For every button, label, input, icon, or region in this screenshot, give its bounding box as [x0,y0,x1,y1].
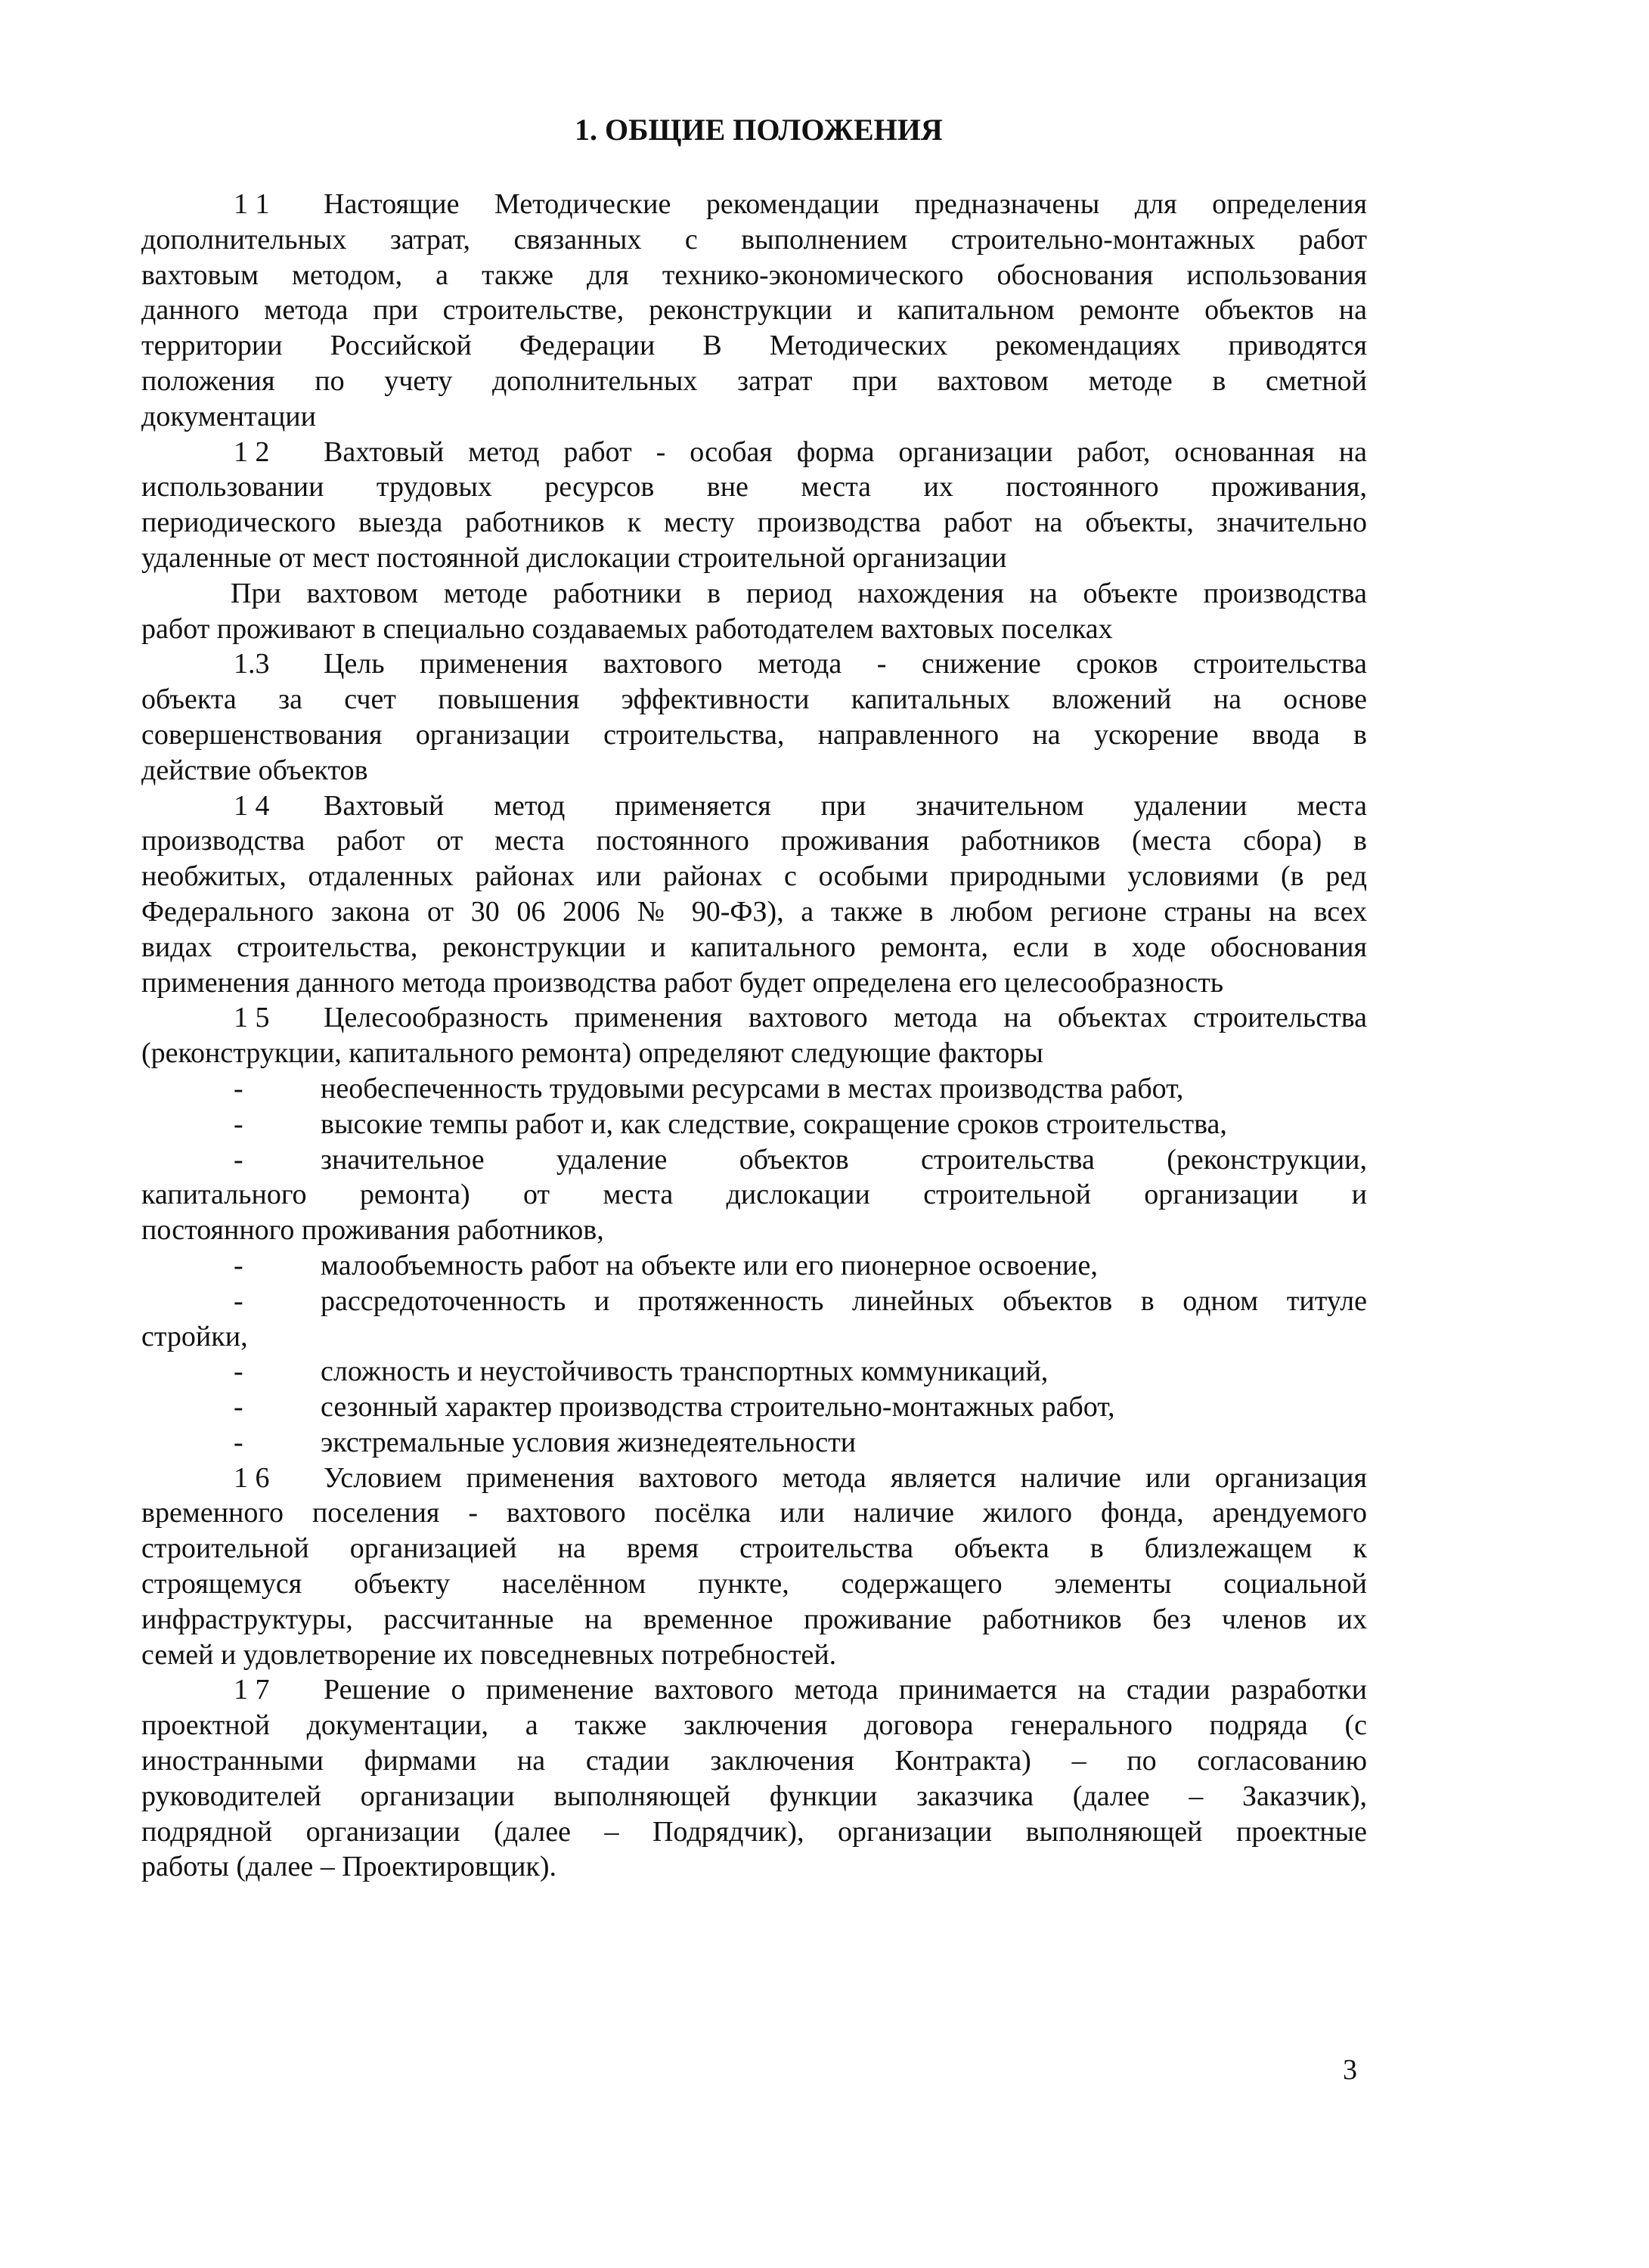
text-line [141,789,1367,824]
text-line [141,328,1367,364]
bullet-item [141,1071,1367,1107]
line-text: Вахтовый метод работ - особая форма организации работ, основанная на [324,435,1367,468]
text-line [141,717,1367,753]
line-text: работ проживают в специально создаваемых работодателем вахтовых поселках [141,612,1113,645]
text-line [141,1637,1367,1673]
paragraph-number: 1.3 [234,648,270,680]
text-line [141,1177,1367,1213]
line-text: строящемуся объекту населённом пункте, содержащего элементы социальной [141,1568,1367,1600]
bullet-marker: - [234,1249,243,1281]
bullet-item [141,1390,1367,1425]
text-line [141,293,1367,328]
line-text: использовании трудовых ресурсов вне места их постоянного проживания, [141,471,1367,503]
line-text: сезонный характер производства строительно-монтажных работ, [321,1391,1115,1424]
bullet-item [141,1425,1367,1461]
line-text: семей и удовлетворение их повседневных потребностей. [141,1638,837,1671]
line-text: положения по учету дополнительных затрат при вахтовом методе в сметной [141,364,1367,397]
text-line [141,1779,1367,1814]
bullet-item [141,1284,1367,1355]
text-line [141,1142,1367,1178]
line-text: рассредоточенность и протяженность линейных объектов в одном титуле [321,1284,1367,1317]
bullet-marker: - [234,1356,243,1388]
line-text: временного поселения - вахтового посёлка или наличие жилого фонда, арендуемого [141,1497,1367,1529]
text-line [141,258,1367,293]
line-text: руководителей организации выполняющей функции заказчика (далее – Заказчик), [141,1780,1367,1812]
line-text: производства работ от места постоянного проживания работников (места сбора) в [141,825,1367,857]
line-text: видах строительства, реконструкции и капитального ремонта, если в ходе обоснования [141,931,1367,963]
paragraph-number: 1 1 [234,188,270,220]
line-text: строительной организацией на время строительства объекта в близлежащем к [141,1532,1367,1565]
paragraph [141,435,1367,576]
line-text: (реконструкции, капитального ремонта) определяют следующие факторы [141,1037,1043,1070]
bullet-marker: - [234,1391,243,1424]
line-text: При вахтовом методе работники в период нахождения на объекте производства [231,577,1367,609]
text-line [141,1248,1367,1284]
text-line [141,222,1367,258]
text-line [141,1319,1367,1355]
line-text: дополнительных затрат, связанных с выполнением строительно-монтажных работ [141,223,1367,256]
bullet-item [141,1248,1367,1284]
text-line [141,1213,1367,1248]
line-text: работы (далее – Проектировщик). [141,1851,557,1883]
line-text: совершенствования организации строительства, направленного на ускорение ввода в [141,718,1367,751]
bullet-item [141,1354,1367,1390]
paragraph-number: 1 4 [234,789,270,822]
document-body [141,187,1367,1885]
line-text: удаленные от мест постоянной дислокации строительной организации [141,541,1007,574]
bullet-marker: - [234,1143,243,1176]
text-line [141,1284,1367,1319]
text-line [141,1672,1367,1708]
bullet-marker: - [234,1108,243,1140]
text-line [141,399,1367,435]
text-line [141,435,1367,470]
paragraph [141,789,1367,1001]
text-line [141,505,1367,541]
text-line [141,1743,1367,1779]
text-line [141,1461,1367,1496]
text-line [141,965,1367,1001]
section-heading: 1. ОБЩИЕ ПОЛОЖЕНИЯ [575,113,943,147]
text-line [141,930,1367,965]
line-text: экстремальные условия жизнедеятельности [321,1426,857,1458]
line-text: действие объектов [141,754,368,786]
text-line [141,1071,1367,1107]
line-text: Решение о применение вахтового метода принимается на стадии разработки [324,1674,1367,1706]
text-line [141,1566,1367,1602]
text-line [141,1036,1367,1071]
page-number: 3 [1343,2054,1357,2086]
text-line [141,1814,1367,1850]
text-line [141,1849,1367,1885]
line-text: Условием применения вахтового метода является наличие или организация [324,1461,1367,1494]
line-text: инфраструктуры, рассчитанные на временное проживание работников без членов их [141,1603,1367,1635]
text-line [141,576,1367,612]
bullet-item [141,1142,1367,1248]
paragraph [141,646,1367,788]
bullet-marker: - [234,1072,243,1105]
line-text: Настоящие Методические рекомендации предназначены для определения [324,188,1367,220]
text-line [141,364,1367,399]
line-text: данного метода при строительстве, реконструкции и капитальном ремонте объектов на [141,294,1367,327]
text-line [141,646,1367,682]
text-line [141,1390,1367,1425]
line-text: периодического выезда работников к месту производства работ на объекты, значительно [141,507,1367,539]
text-line [141,682,1367,717]
text-line [141,541,1367,576]
bullet-marker: - [234,1284,243,1317]
text-line [141,1495,1367,1531]
text-line [141,612,1367,647]
line-text: подрядной организации (далее – Подрядчик), организации выполняющей проектные [141,1815,1367,1848]
paragraph-number: 1 6 [234,1461,270,1494]
line-text: объекта за счет повышения эффективности капитальных вложений на основе [141,683,1367,716]
line-text: вахтовым методом, а также для технико-экономического обоснования использования [141,259,1367,291]
line-text: сложность и неустойчивость транспортных коммуникаций, [321,1356,1049,1388]
line-text: Вахтовый метод применяется при значительном удалении места [324,789,1367,822]
paragraph-number: 1 7 [234,1674,270,1706]
line-text: стройки, [141,1320,248,1352]
bullet-marker: - [234,1426,243,1458]
text-line [141,187,1367,222]
paragraph [141,576,1367,647]
line-text: постоянного проживания работников, [141,1214,604,1247]
line-text: применения данного метода производства работ будет определена его целесообразность [141,966,1224,999]
text-line [141,1531,1367,1566]
text-line [141,1425,1367,1461]
paragraph [141,1000,1367,1071]
line-text: значительное удаление объектов строительства (реконструкции, [321,1143,1367,1176]
text-line [141,469,1367,505]
line-text: высокие темпы работ и, как следствие, сокращение сроков строительства, [321,1108,1227,1140]
text-line [141,823,1367,859]
line-text: малообъемность работ на объекте или его пионерное освоение, [321,1249,1098,1281]
paragraph [141,1672,1367,1885]
text-line [141,1000,1367,1036]
text-line [141,859,1367,894]
text-line [141,1708,1367,1743]
line-text: иностранными фирмами на стадии заключения Контракта) – по согласованию [141,1745,1367,1777]
line-text: Целесообразность применения вахтового метода на объектах строительства [324,1002,1367,1034]
line-text: Цель применения вахтового метода - снижение сроков строительства [324,648,1367,680]
text-line [141,894,1367,930]
line-text: Федерального закона от 30 06 2006 № 90-ФЗ), а также в любом регионе страны на всех [141,895,1367,928]
bullet-item [141,1107,1367,1142]
paragraph-number: 1 2 [234,435,270,468]
line-text: необеспеченность трудовыми ресурсами в местах производства работ, [321,1072,1184,1105]
line-text: проектной документации, а также заключения договора генерального подряда (с [141,1709,1367,1742]
text-line [141,1602,1367,1637]
text-line [141,1107,1367,1142]
line-text: документации [141,400,316,432]
paragraph-number: 1 5 [234,1002,270,1034]
paragraph [141,1461,1367,1673]
line-text: капитального ремонта) от места дислокации строительной организации и [141,1179,1367,1211]
line-text: территории Российской Федерации В Методических рекомендациях приводятся [141,330,1367,362]
text-line [141,753,1367,789]
text-line [141,1354,1367,1390]
paragraph [141,187,1367,435]
line-text: необжитых, отдаленных районах или районах с особыми природными условиями (в ред [141,860,1367,893]
